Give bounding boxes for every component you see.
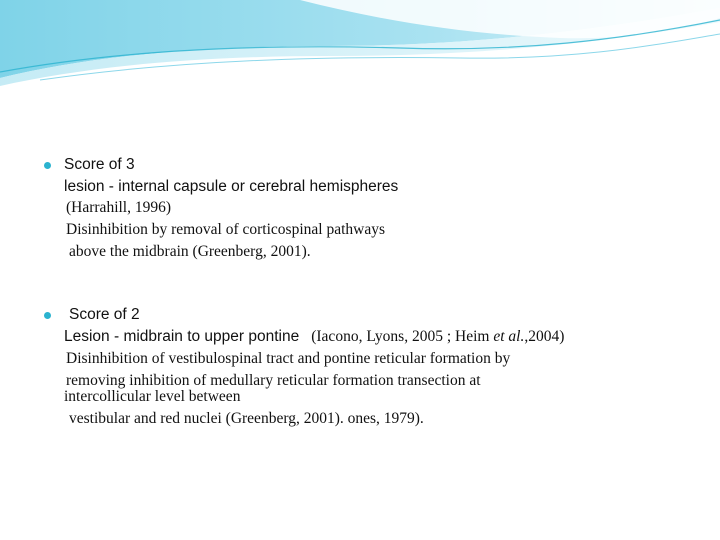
score-2-lesion-row: [64, 328, 564, 346]
bullet-dot: [44, 312, 51, 319]
header-wave-decoration: [0, 0, 720, 120]
score-2-lesion: Lesion - midbrain to upper pontine: [64, 328, 300, 345]
score-3-lesion: lesion - internal capsule or cerebral hemispheres: [64, 178, 399, 195]
score-2-detail-line-4: vestibular and red nuclei (Greenberg, 2001). ones, 1979).: [69, 410, 424, 427]
bullet-dot: [44, 162, 51, 169]
score-2-detail-line-2: removing inhibition of medullary reticular formation transection at: [66, 372, 481, 389]
score-2-title: Score of 2: [69, 306, 140, 323]
score-3-citation: (Harrahill, 1996): [66, 199, 172, 216]
score-3-detail-line-1: Disinhibition by removal of corticospinal pathways: [66, 221, 385, 238]
score-2-citation: (Iacono, Lyons, 2005 ; Heim et al.,2004): [311, 328, 565, 345]
score-3-detail-line-2: above the midbrain (Greenberg, 2001).: [69, 243, 311, 260]
score-2-detail-line-1: Disinhibition of vestibulospinal tract and pontine reticular formation by: [66, 350, 511, 367]
score-2-detail-line-3: intercollicular level between: [64, 388, 241, 405]
score-3-title: Score of 3: [64, 156, 135, 173]
